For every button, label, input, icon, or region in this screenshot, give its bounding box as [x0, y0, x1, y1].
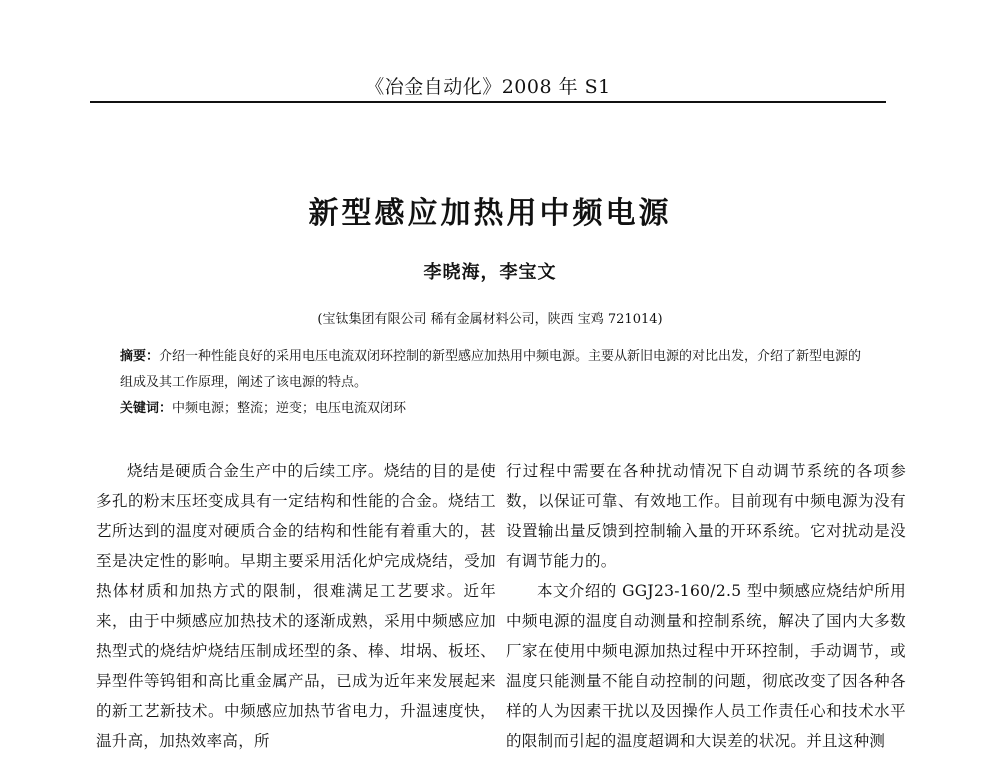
- keywords-label: 关键词：: [120, 401, 173, 416]
- abstract-block: [120, 344, 870, 422]
- journal-header: 《冶金自动化》2008 年 S1: [365, 76, 611, 98]
- keywords-text: 中频电源；整流；逆变；电压电流双闭环: [172, 401, 407, 416]
- keywords-paragraph: [120, 396, 870, 422]
- abstract-paragraph: [120, 344, 870, 396]
- abstract-text: 介绍一种性能良好的采用电压电流双闭环控制的新型感应加热用中频电源。主要从新旧电源的对比出发，介绍了新型电源的组成及其工作原理，阐述了该电源的特点。: [120, 349, 862, 390]
- body-paragraph: 本文介绍的 GGJ23-160/2.5 型中频感应烧结炉所用中频电源的温度自动测量和控制系统，解决了国内大多数厂家在使用中频电源加热过程中开环控制，手动调节，或温度只能测量不能自动控制的问题，彻底改变了因各种各样的人为因素干扰以及因操作人员工作责任心和技术水平的限制而引起的温度超调和大误差的状况。并且这种测: [506, 582, 906, 750]
- article-affiliation: (宝钛集团有限公司 稀有金属材料公司，陕西 宝鸡 721014): [317, 312, 663, 327]
- body-column-right: [506, 456, 906, 756]
- body-column-left: [96, 456, 496, 756]
- article-title: 新型感应加热用中频电源: [308, 196, 672, 231]
- article-authors: 李晓海，李宝文: [423, 262, 557, 283]
- header-divider: [90, 101, 886, 103]
- abstract-label: 摘要：: [120, 349, 160, 364]
- body-paragraph: 烧结是硬质合金生产中的后续工序。烧结的目的是使多孔的粉末压坯变成具有一定结构和性能的合金。烧结工艺所达到的温度对硬质合金的结构和性能有着重大的，甚至是决定性的影响。早期主要采用活化炉完成烧结，受加热体材质和加热方式的限制，很难满足工艺要求。近年来，由于中频感应加热技术的逐渐成熟，采用中频感应加热型式的烧结炉烧结压制成坯型的条、棒、坩埚、板坯、异型件等钨钼和高比重金属产品，已成为近年来发展起来的新工艺新技术。中频感应加热节省电力，升温速度快，温升高，加热效率高，所: [96, 462, 496, 750]
- body-paragraph: 行过程中需要在各种扰动情况下自动调节系统的各项参数，以保证可靠、有效地工作。目前现有中频电源为没有设置输出量反馈到控制输入量的开环系统。它对扰动是没有调节能力的。: [506, 462, 906, 570]
